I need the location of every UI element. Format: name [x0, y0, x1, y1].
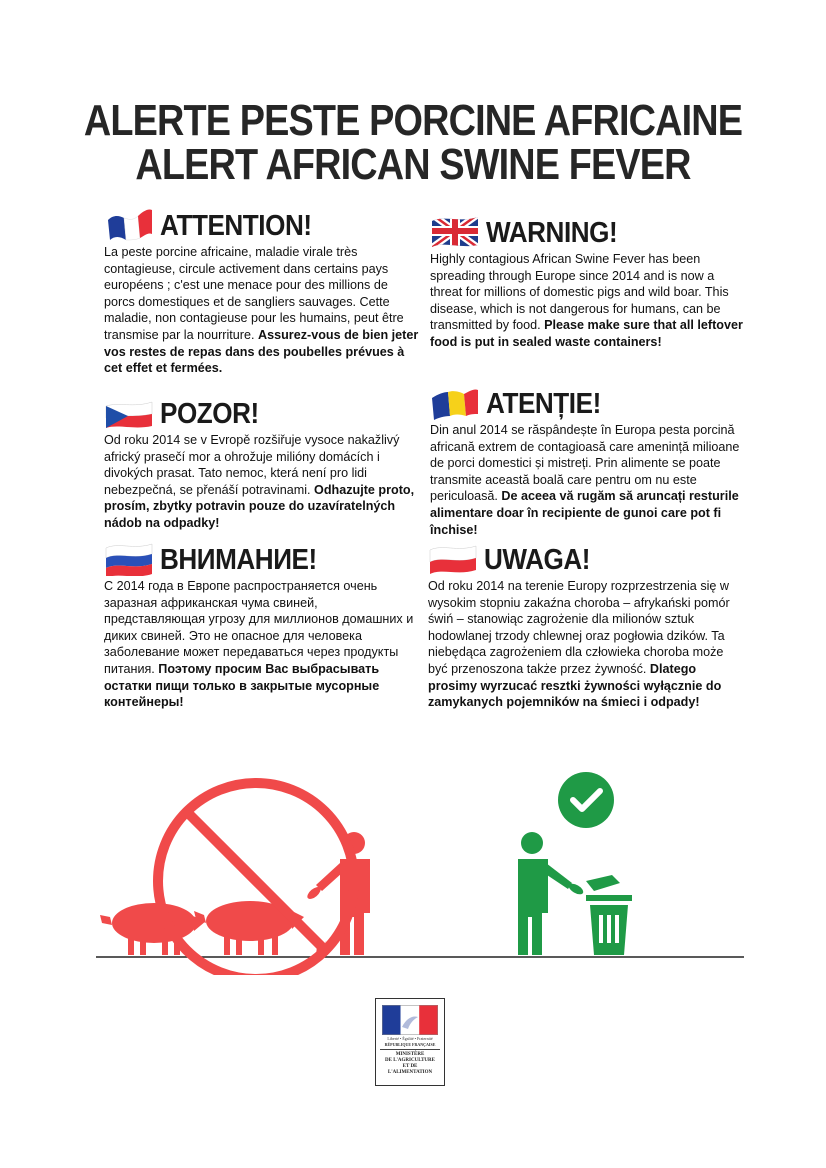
body-czech: Od roku 2014 se v Evropě rozšiřuje vysoce nakažlivý africký prasečí mor a ohrožuje milióny domácích i divokých prasat. Tato nemoc, která není pro lidi nebezpečná, se přenáší potravinami. Odhazujte proto, prosím, zbytky potravin pouze do uzavíratelných nádob na odpadky! [104, 433, 415, 530]
heading-vnimanie: ВНИМАНИЕ! [160, 544, 317, 576]
check-circle-icon [558, 772, 614, 828]
france-flag-icon [104, 206, 154, 242]
russia-flag-icon [104, 540, 154, 576]
page-title-en: ALERT AFRICAN SWINE FEVER [135, 140, 691, 189]
body-polish: Od roku 2014 na terenie Europy rozprzestrzenia się w wysokim stopniu zakaźna choroba – afrykański pomór świń – stanowiąc zagrożenie dla milionów sztuk hodowlanej trzody chlewnej oraz pogłowia dzików. Ta niebędąca zagrożeniem dla człowieka choroba może być przenoszona także przez żywność. Dlatego prosimy wyrzucać resztki żywności wyłącznie do zamykanych pojemników na śmieci i odpady! [428, 579, 730, 710]
logo-motto: Liberté • Égalité • Fraternité [387, 1036, 433, 1041]
section-romanian [430, 376, 745, 538]
heading-warning: WARNING! [486, 217, 618, 249]
ministry-logo [375, 998, 445, 1086]
poland-flag-icon [428, 540, 478, 576]
section-russian [104, 532, 419, 711]
logo-ministry: MINISTÈRE DE L'AGRICULTURE ET DE L'ALIMENTATION [385, 1052, 435, 1075]
heading-uwaga: UWAGA! [484, 544, 591, 576]
allowed-bin-disposal-icon [518, 772, 632, 955]
illustration [90, 745, 750, 975]
uk-flag-icon [430, 213, 480, 249]
section-polish [428, 532, 743, 711]
section-czech [104, 386, 419, 532]
body-romanian: Din anul 2014 se răspândește în Europa pesta porcină africană extrem de contagioasă care amenință milioane de porci domestici și mistreți. Prin alimente se poate transmite această boală care pentru om nu este periculoasă. De aceea vă rugăm să aruncați resturile alimentare doar în recipiente de gunoi care pot fi închise! [430, 423, 740, 537]
heading-attention: ATTENTION! [160, 210, 312, 242]
page-title-fr: ALERTE PESTE PORCINE AFRICAINE [83, 96, 743, 145]
bin-lid-icon [586, 875, 620, 891]
body-russian: С 2014 года в Европе распространяется очень заразная африканская чума свиней, представляющая угрозу для миллионов домашних и диких свиней. Это не опасное для человека заболевание может передаваться через продукты питания. Поэтому просим Вас выбрасывать остатки пищи только в закрытые мусорные контейнеры! [104, 579, 414, 710]
logo-republic: RÉPUBLIQUE FRANÇAISE [384, 1042, 436, 1047]
logo-divider [380, 1049, 440, 1050]
czech-flag-icon [104, 394, 154, 430]
prohibited-feeding-pigs-icon [100, 832, 370, 955]
heading-pozor: POZOR! [160, 398, 259, 430]
body-english: Highly contagious African Swine Fever has been spreading through Europe since 2014 and is now a threat for millions of domestic pigs and wild boar. This disease, which is not dangerous for humans, can be transmitted by food. Please make sure that all leftover food is put in sealed waste containers! [430, 252, 743, 349]
section-english [430, 205, 745, 351]
body-french: La peste porcine africaine, maladie virale très contagieuse, circule activement dans certains pays européens ; c'est une menace pour des millions de porcs domestiques et de sangliers sauvages. Cette maladie, non contagieuse pour les humains, peut être transmise par la nourriture. Assurez-vous de bien jeter vos restes de repas dans des poubelles prévues à cet effet et fermées. [104, 245, 419, 376]
marianne-emblem-icon [382, 1005, 438, 1035]
romania-flag-icon [430, 384, 480, 420]
heading-atentie: ATENȚIE! [486, 388, 601, 420]
section-french [104, 198, 419, 377]
